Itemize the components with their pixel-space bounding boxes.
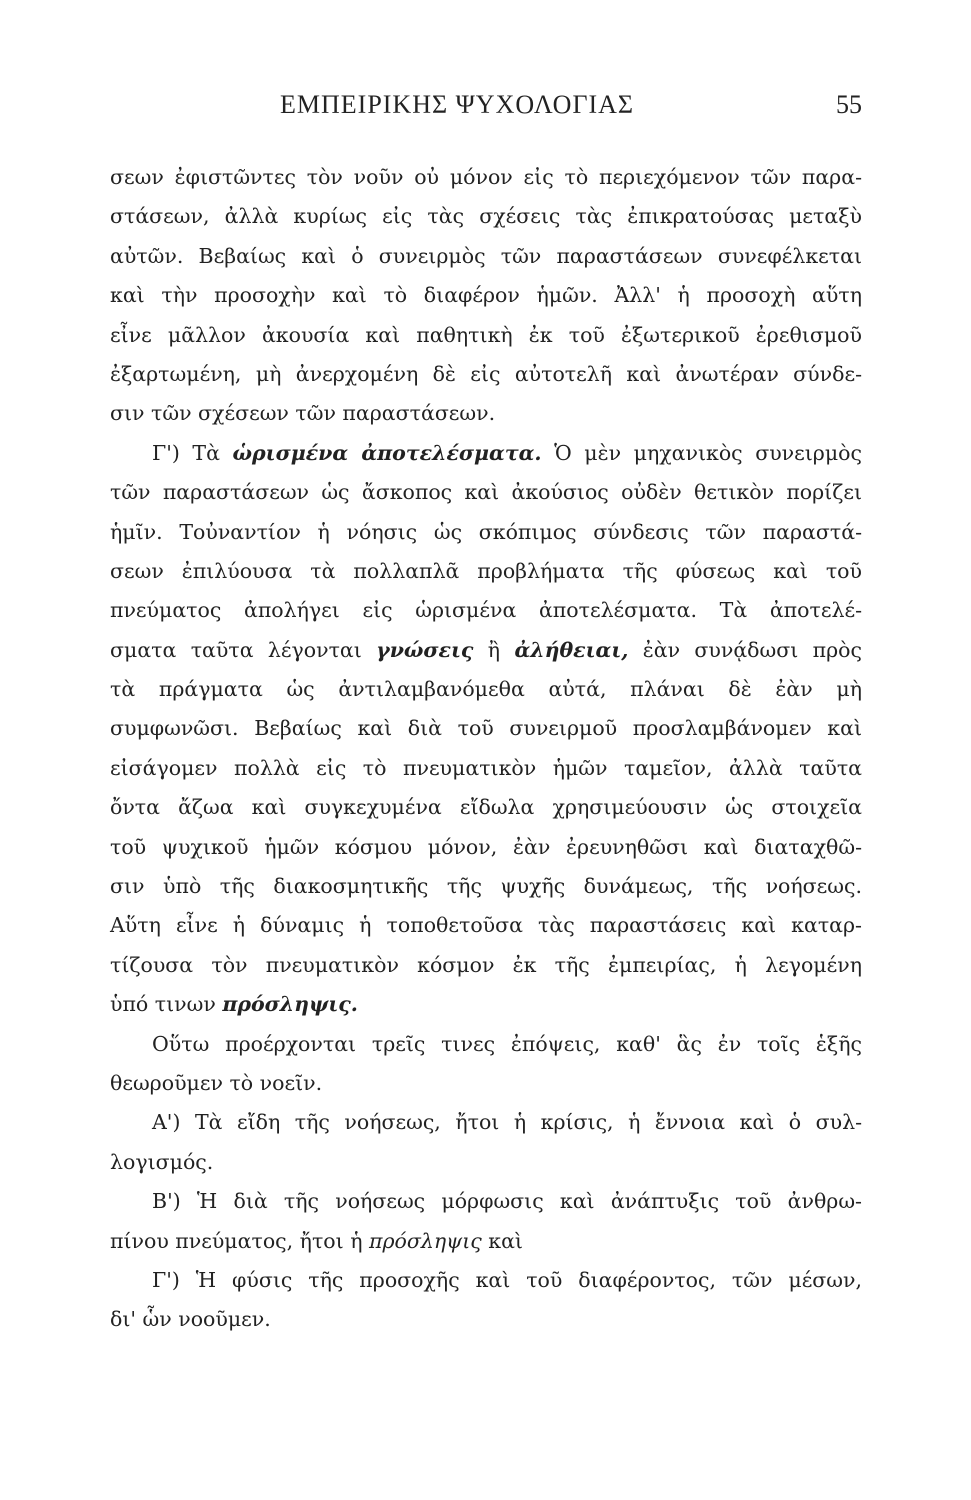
text-line xyxy=(110,1222,862,1261)
running-title: ΕΜΠΕΙΡΙΚΗΣ ΨΥΧΟΛΟΓΙΑΣ xyxy=(280,90,635,119)
text-run: καὶ τὴν προσοχὴν καὶ τὸ διαφέρον ἡμῶν. Ἀλλ' ἡ προσοχὴ αὕτη xyxy=(110,283,862,308)
text-run: ἐξαρτωμένη, μὴ ἀνερχομένη δὲ εἰς αὐτοτελῆ καὶ ἀνωτέραν σύνδε- xyxy=(110,361,862,386)
text-line xyxy=(110,906,862,945)
text-run: συμφωνῶσι. Βεβαίως καὶ διὰ τοῦ συνειρμοῦ προσλαμβάνομεν καὶ xyxy=(110,716,862,741)
page-header xyxy=(110,90,862,130)
text-run: ὑπό τινων xyxy=(110,992,223,1017)
text-run: θεωροῦμεν τὸ νοεῖν. xyxy=(110,1070,323,1095)
emphasized-term: γνώσεις xyxy=(376,637,474,662)
text-line xyxy=(110,1025,862,1064)
text-run: σεων ἐφιστῶντες τὸν νοῦν οὐ μόνον εἰς τὸ περιεχόμενον τῶν παρα- xyxy=(110,165,862,189)
text-line xyxy=(110,1261,862,1300)
emphasized-term: πρόσληψις xyxy=(369,1228,482,1253)
text-line xyxy=(110,709,862,748)
text-run: ὄντα ἄζωα καὶ συγκεχυμένα εἴδωλα χρησιμεύουσιν ὡς στοιχεῖα xyxy=(110,795,862,820)
text-line xyxy=(110,749,862,788)
text-run: σεων ἐπιλύουσα τὰ πολλαπλᾶ προβλήματα τῆς φύσεως καὶ τοῦ xyxy=(110,558,862,583)
text-line xyxy=(110,513,862,552)
text-line xyxy=(110,1300,862,1339)
text-run: σιν τῶν σχέσεων τῶν παραστάσεων. xyxy=(110,401,496,426)
text-run: Οὕτω προέρχονται τρεῖς τινες ἐπόψεις, καθ' ἃς ἐν τοῖς ἑξῆς xyxy=(152,1031,862,1056)
text-line xyxy=(110,828,862,867)
text-run: ἐὰν συνᾴδωσι πρὸς xyxy=(628,637,862,662)
text-run: πνεύματος ἀπολήγει εἰς ὡρισμένα ἀποτελέσματα. Τὰ ἀποτελέ- xyxy=(110,598,862,623)
text-line xyxy=(110,1182,862,1221)
text-line xyxy=(110,276,862,315)
text-line xyxy=(110,158,862,197)
text-run: Γ') Ἡ φύσις τῆς προσοχῆς καὶ τοῦ διαφέροντος, τῶν μέσων, xyxy=(152,1267,862,1292)
emphasized-term: πρόσληψις. xyxy=(222,992,358,1017)
text-line xyxy=(110,355,862,394)
text-line xyxy=(110,1103,862,1142)
text-run: Ὁ μὲν μηχανικὸς συνειρμὸς xyxy=(541,440,863,465)
text-line xyxy=(110,946,862,985)
text-run: Γ') Τὰ xyxy=(152,440,233,465)
text-line xyxy=(110,473,862,512)
text-line xyxy=(110,316,862,355)
text-run: Α') Τὰ εἴδη τῆς νοήσεως, ἤτοι ἡ κρίσις, ἡ ἔννοια καὶ ὁ συλ- xyxy=(152,1110,862,1135)
text-run: καὶ xyxy=(481,1228,523,1253)
text-line xyxy=(110,1143,862,1182)
text-run: στάσεων, ἀλλὰ κυρίως εἰς τὰς σχέσεις τὰς ἐπικρατούσας μεταξὺ xyxy=(110,204,862,229)
text-run: ἢ xyxy=(473,637,515,662)
text-run: ἡμῖν. Τοὐναντίον ἡ νόησις ὡς σκόπιμος σύνδεσις τῶν παραστά- xyxy=(110,519,862,544)
text-run: Αὕτη εἶνε ἡ δύναμις ἡ τοποθετοῦσα τὰς παραστάσεις καὶ καταρ- xyxy=(110,913,862,938)
text-run: τίζουσα τὸν πνευματικὸν κόσμον ἐκ τῆς ἐμπειρίας, ἡ λεγομένη xyxy=(110,952,862,977)
text-line xyxy=(110,788,862,827)
text-run: αὐτῶν. Βεβαίως καὶ ὁ συνειρμὸς τῶν παραστάσεων συνεφέλκεται xyxy=(110,243,862,268)
text-run: τοῦ ψυχικοῦ ἡμῶν κόσμου μόνον, ἐὰν ἐρευνηθῶσι καὶ διαταχθῶ- xyxy=(110,834,862,859)
text-run: σματα ταῦτα λέγονται xyxy=(110,637,377,662)
text-run: εἰσάγομεν πολλὰ εἰς τὸ πνευματικὸν ἡμῶν ταμεῖον, ἀλλὰ ταῦτα xyxy=(110,755,862,780)
text-line xyxy=(110,394,862,433)
text-run: εἶνε μᾶλλον ἀκουσία καὶ παθητικὴ ἐκ τοῦ ἐξωτερικοῦ ἐρεθισμοῦ xyxy=(110,322,862,347)
text-line xyxy=(110,867,862,906)
text-run: πίνου πνεύματος, ἤτοι ἡ xyxy=(110,1228,369,1253)
text-line xyxy=(110,591,862,630)
text-line xyxy=(110,552,862,591)
text-run: σιν ὑπὸ τῆς διακοσμητικῆς τῆς ψυχῆς δυνάμεως, τῆς νοήσεως. xyxy=(110,874,862,899)
text-line xyxy=(110,631,862,670)
text-line xyxy=(110,985,862,1024)
text-line xyxy=(110,197,862,236)
emphasized-term: ὡρισμένα ἀποτελέσματα. xyxy=(232,440,542,465)
text-run: τῶν παραστάσεων ὡς ἄσκοπος καὶ ἀκούσιος οὐδὲν θετικὸν πορίζει xyxy=(110,480,862,505)
text-run: Β') Ἡ διὰ τῆς νοήσεως μόρφωσις καὶ ἀνάπτυξις τοῦ ἀνθρω- xyxy=(152,1189,862,1214)
emphasized-term: ἀλήθειαι, xyxy=(514,637,629,662)
text-line xyxy=(110,1064,862,1103)
page-number: 55 xyxy=(836,90,862,119)
text-run: δι' ὧν νοοῦμεν. xyxy=(110,1307,271,1332)
text-run: λογισμός. xyxy=(110,1149,214,1174)
body-text xyxy=(110,158,862,1340)
text-line xyxy=(110,237,862,276)
text-line xyxy=(110,670,862,709)
text-run: τὰ πράγματα ὡς ἀντιλαμβανόμεθα αὐτά, πλάναι δὲ ἐὰν μὴ xyxy=(110,677,862,702)
text-line xyxy=(110,434,862,473)
